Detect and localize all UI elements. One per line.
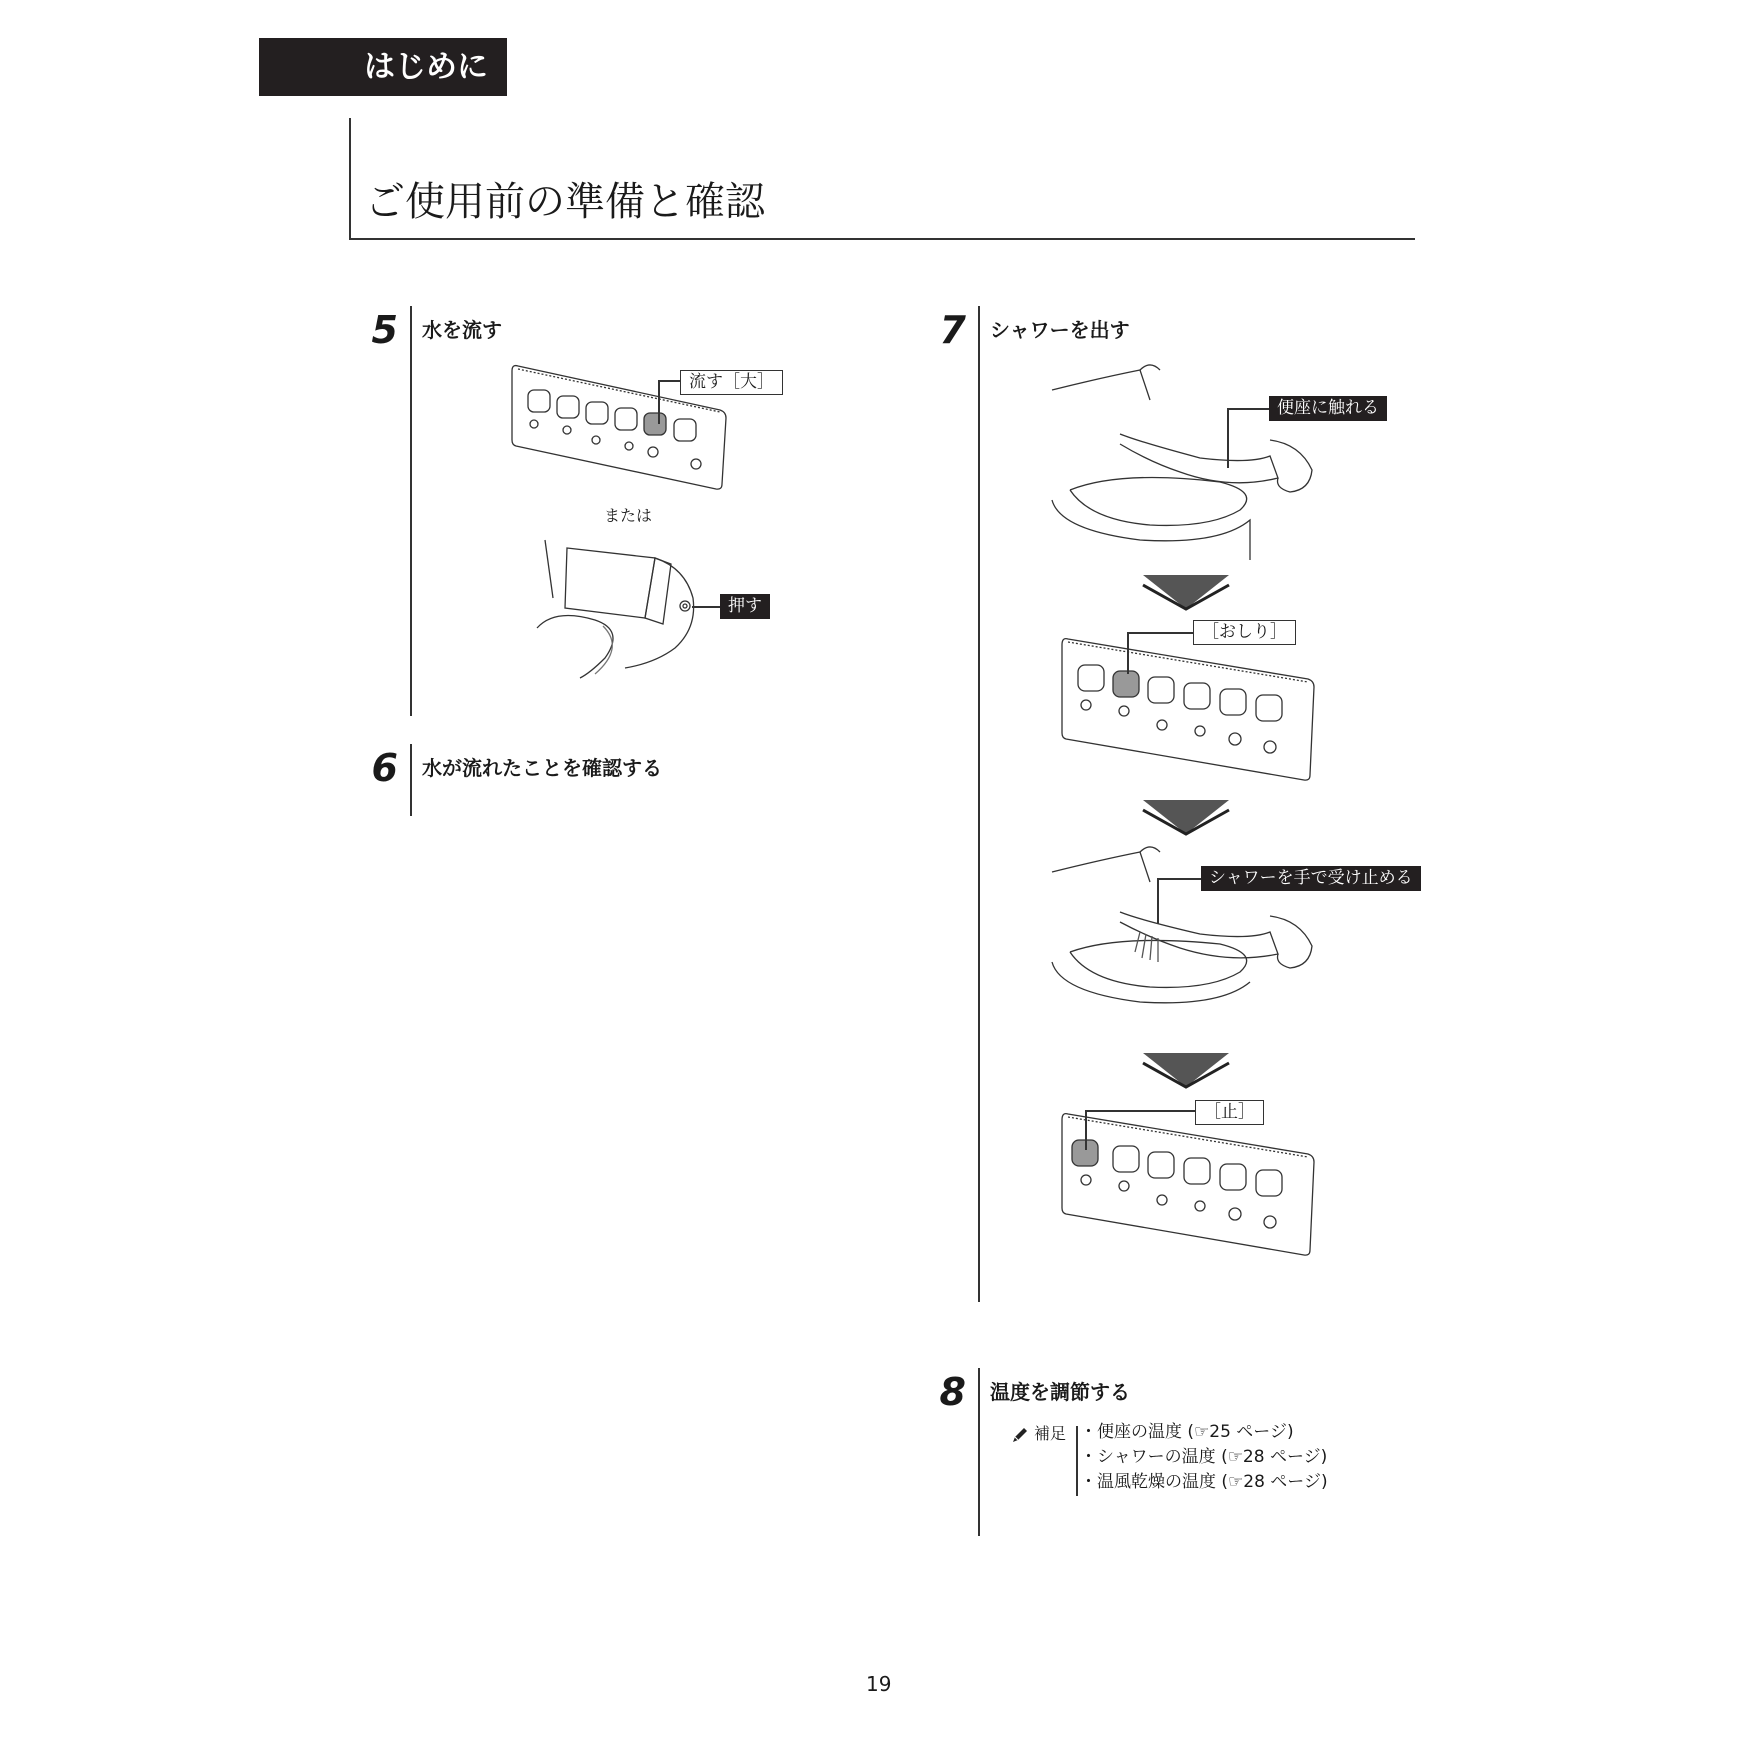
page-title: ご使用前の準備と確認 (365, 179, 765, 225)
catch-shower-callout: シャワーを手で受け止める (1201, 866, 1421, 891)
note-item-dryer-temp: ・温風乾燥の温度 (☞28 ページ) (1080, 1472, 1328, 1492)
section-tag: はじめに (259, 38, 507, 96)
pencil-icon (1011, 1426, 1029, 1444)
step6-text: 水が流れたことを確認する (422, 756, 662, 780)
catch-callout-leader (1157, 878, 1159, 924)
hand-touching-seat-illustration (1050, 360, 1320, 570)
touch-callout-line (1227, 408, 1269, 410)
note-item-seat-temp: ・便座の温度 (☞25 ページ) (1080, 1422, 1294, 1442)
step8-number: 8 (939, 1370, 966, 1414)
stop-callout-line (1085, 1110, 1195, 1112)
step5-number: 5 (371, 308, 398, 352)
step6-number: 6 (371, 746, 398, 790)
or-text: または (604, 506, 653, 525)
oshiri-callout-line (1127, 632, 1193, 634)
step6-rule (410, 744, 412, 816)
step7-number: 7 (939, 308, 966, 352)
title-horizontal-rule (349, 238, 1415, 240)
remote-stop-illustration (1060, 1110, 1320, 1260)
note-rule (1076, 1426, 1078, 1496)
catch-callout-line (1157, 878, 1201, 880)
flush-callout-leader (658, 380, 660, 424)
flush-large-callout: 流す［大］ (680, 370, 783, 395)
flush-callout-line (660, 380, 680, 382)
down-arrow-icon (1143, 800, 1229, 834)
down-arrow-icon (1143, 1053, 1229, 1087)
step5-text: 水を流す (422, 318, 502, 342)
stop-callout: ［止］ (1195, 1100, 1264, 1125)
title-vertical-rule (349, 118, 351, 240)
toilet-lever-illustration (535, 538, 715, 678)
note-label: 補足 (1034, 1424, 1067, 1443)
remote-oshiri-illustration (1060, 635, 1320, 785)
step5-rule (410, 306, 412, 716)
step7-rule (978, 306, 980, 1302)
step8-rule (978, 1368, 980, 1536)
step8-text: 温度を調節する (990, 1380, 1130, 1404)
stop-callout-leader (1085, 1110, 1087, 1150)
push-callout: 押す (720, 594, 770, 619)
page-number: 19 (866, 1672, 892, 1696)
note-item-shower-temp: ・シャワーの温度 (☞28 ページ) (1080, 1447, 1328, 1467)
oshiri-callout-leader (1127, 632, 1129, 674)
touch-seat-callout: 便座に触れる (1269, 396, 1387, 421)
push-callout-line (692, 606, 720, 608)
oshiri-callout: ［おしり］ (1193, 620, 1296, 645)
down-arrow-icon (1143, 575, 1229, 609)
step7-text: シャワーを出す (990, 318, 1130, 342)
touch-callout-leader (1227, 408, 1229, 468)
